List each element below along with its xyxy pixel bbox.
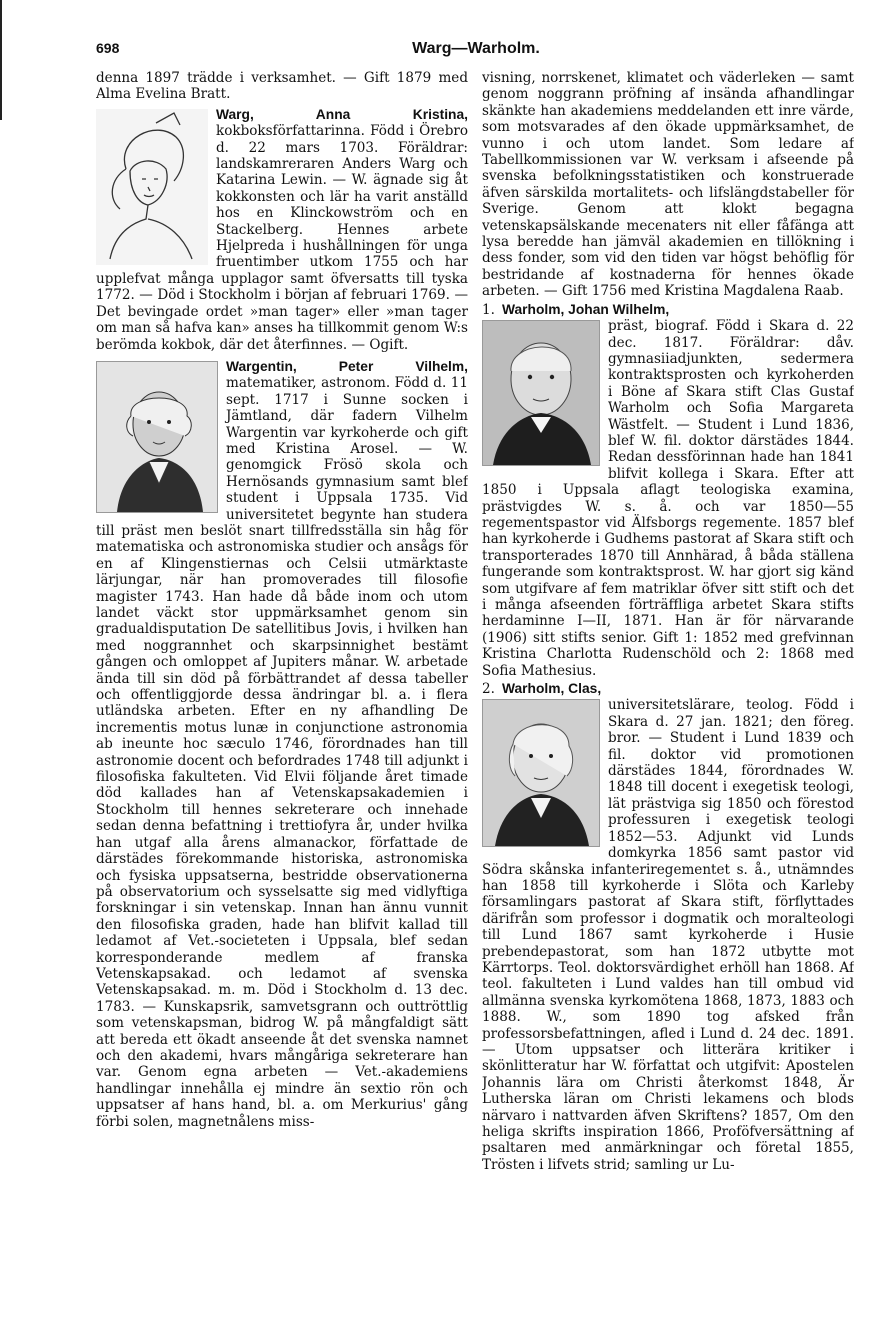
entry-body-anna-warg: kokboksförfattarinna. Född i Örebro d. 22 mars 1703. Föräldrar: landskamreraren Anders Warg och Katarina Lewin. — W. ägnade sig åt kokkonsten och lär ha varit anställd hos en Klinckowström och en Stackelberg. Hennes arbete Hjelpreda i hushållningen för unga fruentimber utkom 1755 och har upplefvat många upplagor samt öfversatts till tyska 1772. — Död i Stockholm i början af februari 1769. — Det bevingade ordet »man tager» eller »man tager om man så hafva kan» anses ha tillkommit genom W:s berömda kokbok, där det återfinnes. — Ogift.: [96, 123, 468, 353]
left-column: [96, 70, 468, 1315]
portrait-wargentin: [96, 361, 218, 513]
running-header: [96, 40, 856, 64]
entry-body-johan-warholm: präst, biograf. Född i Skara d. 22 dec. 1817. Föräldrar: dåv. gymnasiiadjunkten, sedermera kontraktsprosten och kyrkoherden i Böne af Skara stift Clas Gustaf Warholm och Sofia Margareta Wästfelt. — Student i Lund 1836, blef W. fil. doktor därstädes 1844. Redan dessförinnan hade han 1841 blifvit kollega i Skara. Efter att 1850 i Uppsala aflagt teologiska examina, prästvigdes W. s. å. och var 1850—55 regementspastor vid Älfsborgs regemente. 1857 blef han kyrkoherde i Gudhems pastorat af Skara stift och transporterades 1870 till Annhärad, å båda ställena fungerande som kontraktsprost. W. har gjort sig känd som utgifvare af fem matriklar öfver sitt stift och det i många afseenden förträffliga arbetet Skara stifts herdaminne I—II, 1871. Han är för närvarande (1906) sitt stifts senior. Gift 1: 1852 med grefvinnan Kristina Charlotta Rudenschöld och 2: 1868 med Sofia Mathesius.: [482, 318, 854, 679]
entry-wargentin: [96, 359, 468, 1130]
portrait-johan-warholm: [482, 320, 600, 466]
entry-warholm-johan: [482, 302, 854, 679]
entry-heading-anna-warg: Warg, Anna Kristina,: [216, 106, 468, 122]
portrait-clas-warholm: [482, 699, 600, 847]
page-number: 698: [96, 40, 120, 56]
entry-continuation: denna 1897 trädde i verksamhet. — Gift 1879 med Alma Evelina Bratt.: [96, 70, 468, 103]
entry-heading-clas-warholm: Warholm, Clas,: [502, 681, 602, 697]
entry-warg-anna: [96, 107, 468, 353]
running-title: Warg—Warholm.: [412, 40, 540, 57]
entry-number-clas: 2.: [482, 681, 495, 698]
page-edge-rule: [0, 0, 2, 120]
right-column: [482, 70, 854, 1315]
entry-warholm-clas: [482, 681, 854, 1173]
entry-heading-johan-warholm: Warholm, Johan Wilhelm,: [502, 301, 670, 317]
entry-body-clas-warholm: universitetslärare, teolog. Född i Skara d. 27 jan. 1821; den föreg. bror. — Student i Lund 1839 och fil. doktor vid promotionen därstädes 1844, förordnades W. 1848 till docent i exegetisk teologi, lät prästviga sig 1850 och förestod professuren i exegetisk teologi 1852—53. Adjunkt vid Lunds domkyrka 1856 samt pastor vid Södra skånska infanteriregementet s. å., utnämndes han 1858 till kyrkoherde i Slöta och Karleby församlingars pastorat af Skara stift, förflyttades därifrån som professor i dogmatik och moralteologi till Lund 1867 samt kyrkoherde i Husie prebendepastorat, som han 1872 utbytte mot Kärrtorps. Teol. doktorsvärdighet erhöll han 1868. Af teol. fakulteten i Lund valdes han till ombud vid allmänna svenska kyrkomötena 1868, 1873, 1883 och 1888. W., som 1890 tog afsked från professorsbefattningen, afled i Lund d. 24 dec. 1891. — Utom uppsatser och litterära kritiker i skönlitteratur har W. författat och utgifvit: Apostelen Johannis lära om Christi återkomst 1848, Är Lutherska läran om Christi lekamens och blods närvaro i nattvarden äfven Skriftens? 1857, Om den heliga skrifts inspiration 1866, Proföfversättning af psaltaren med anmärkningar och företal 1855, Trösten i lifvets strid; samling ur Lu-: [482, 697, 854, 1173]
entry-heading-wargentin: Wargentin, Peter Vilhelm,: [226, 358, 468, 374]
portrait-anna-warg: [96, 109, 208, 265]
entry-number-johan: 1.: [482, 301, 495, 318]
entry-continuation-wargentin: visning, norrskenet, klimatet och väderleken — samt genom noggrann pröfning af insända afhandlingar skänkte han akademiens meddelanden ett inre värde, som motsvarades af den ökade uppmärksamhet, de vunno i och utom landet. Som ledare af Tabellkommissionen var W. verksam i afseende på svenska befolkningsstatistiken och konstruerade äfven särskilda mortalitets- och lifslängdstabeller för Sverige. Genom att klokt begagna vetenskapsälskande mecenaters nit eller fåfänga att lysa beredde han jämväl akademien en tillökning i dess fonder, som vid den tiden var högst behöflig för bestridande af kostnaderna för hennes ökade arbeten. — Gift 1756 med Kristina Magdalena Raab.: [482, 70, 854, 300]
entry-body-wargentin: matematiker, astronom. Född d. 11 sept. 1717 i Sunne socken i Jämtland, där fadern Vilhelm Wargentin var kyrkoherde och gift med Kristina Arosel. — W. genomgick Frösö skola och Hernösands gymnasium samt blef student i Uppsala 1735. Vid universitetet begynte han studera till präst men beslöt snart tillfredsställa sin håg för matematiska och astronomiska studier och ansågs för en af Klingenstiernas och Celsii utmärktaste lärjungar, när han promoverades till filosofie magister 1743. Han hade då både inom och utom landet väckt stor uppmärksamhet genom sin gradualdisputation De satellitibus Jovis, i hvilken han med noggrannhet och skarpsinnighet bestämt gången och omloppet af Jupiters månar. W. arbetade ända till sin död på förbättrandet af dessa tabeller och offentliggjorde dessa ändringar bl. a. i flera utländska arbeten. Efter en ny afhandling De incrementis motus lunæ in conjunctione astronomia ab ineunte hoc sæculo 1746, förordnades han till astronomie docent och befordrades 1748 till adjunkt i filosofiska fakulteten. Vid Elvii följande året timade död kallades han af Vetenskapsakademien i Stockholm till hennes sekreterare och innehade sedan denna befattning i trettiofyra år, under hvilka han utgaf alla årens almanackor, författade de därstädes förekommande historiska, astronomiska och fysiska uppsatserna, bestridde observationerna på observatorium och sysselsatte sig med vidlyftiga forskningar i sin vetenskap. Innan han ännu vunnit den filosofiska graden, hade han blifvit kallad till ledamot af Vet.-societeten i Uppsala, blef sedan korresponderande medlem af franska Vetenskapsakad. och ledamot af svenska Vetenskapsakad. m. m. Död i Stockholm d. 13 dec. 1783. — Kunskapsrik, samvetsgrann och outtröttlig som vetenskapsman, bidrog W. på mångfaldigt sätt att bereda ett ökadt anseende åt det svenska namnet och den akademi, hvars mångåriga sekreterare han var. Genom egna arbeten — Vet.-akademiens handlingar innehålla ej mindre än sextio rön och uppsatser af hans hand, bl. a. om Merkurius' gång förbi solen, magnetnålens miss-: [96, 375, 468, 1130]
